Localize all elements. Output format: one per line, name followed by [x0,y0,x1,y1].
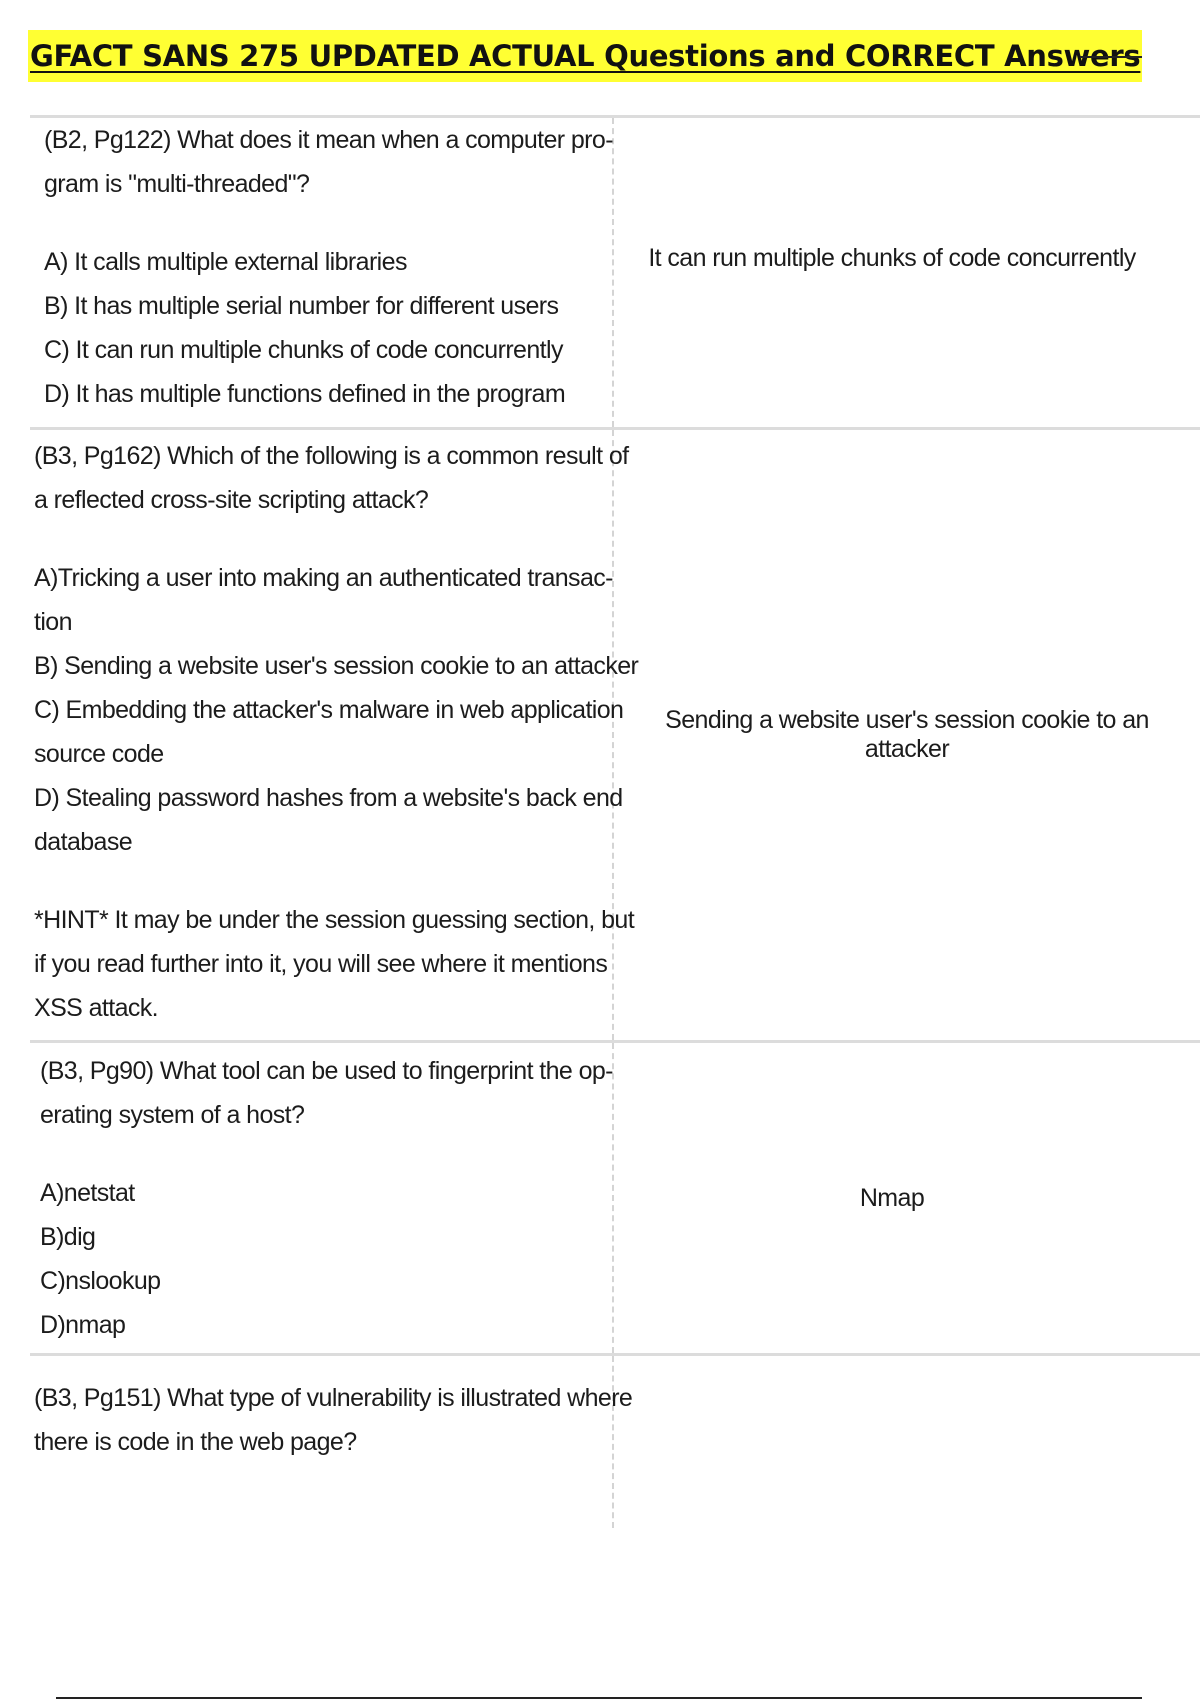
option-b: B)dig [40,1223,96,1251]
spacer [34,522,606,556]
option-c-continued: source code [34,740,164,768]
option-b: B) It has multiple serial number for different users [44,292,559,320]
option-d: D) Stealing password hashes from a website's back end [34,784,623,812]
answer-text: It can run multiple chunks of code concurrently [648,244,1136,272]
qa-row [30,430,1200,1043]
title-rule [1080,56,1142,58]
answer-text: Nmap [859,1183,925,1212]
answer-cell [614,118,1200,427]
option-a: A)netstat [40,1179,135,1207]
spacer [34,864,606,898]
answer-cell [614,1356,1200,1528]
answer-text: Sending a website user's session cookie to an attacker [665,706,1149,763]
hint-text: if you read further into it, you will see where it mentions [34,950,608,978]
qa-row [30,118,1200,430]
question-cell [30,1356,633,1528]
question-text: gram is "multi-threaded"? [44,170,310,198]
question-text: (B3, Pg162) Which of the following is a common result of [34,442,629,470]
hint-text: *HINT* It may be under the session guessing section, but [34,906,635,934]
option-c: C)nslookup [40,1267,161,1295]
option-c: C) It can run multiple chunks of code concurrently [44,336,563,364]
question-text: erating system of a host? [40,1101,305,1129]
qa-row [30,1356,1200,1528]
answer-cell [614,430,1200,1040]
option-a-continued: tion [34,608,72,636]
option-c: C) Embedding the attacker's malware in web application [34,696,624,724]
question-cell [30,430,639,1040]
page-title: GFACT SANS 275 UPDATED ACTUAL Questions and CORRECT Answers [28,30,1142,82]
option-a: A)Tricking a user into making an authenticated transac- [34,564,613,592]
option-d-continued: database [34,828,133,856]
document-header [28,30,1142,82]
spacer [44,206,606,240]
option-d: D)nmap [40,1311,126,1339]
hint-text: XSS attack. [34,994,159,1022]
option-a: A) It calls multiple external libraries [44,248,407,276]
question-text: (B2, Pg122) What does it mean when a computer pro- [44,126,613,154]
question-text: (B3, Pg90) What tool can be used to fingerprint the op- [40,1057,613,1085]
question-cell [30,118,614,427]
answer-cell [614,1043,1200,1353]
question-text: a reflected cross-site scripting attack? [34,486,429,514]
option-b: B) Sending a website user's session cookie to an attacker [34,652,639,680]
page-footer-rule [56,1697,1142,1699]
question-cell [30,1043,614,1353]
question-text: there is code in the web page? [34,1428,357,1456]
qa-table [30,115,1200,1528]
option-d: D) It has multiple functions defined in the program [44,380,566,408]
spacer [40,1137,606,1171]
question-text: (B3, Pg151) What type of vulnerability is illustrated where [34,1384,633,1412]
qa-row [30,1043,1200,1356]
